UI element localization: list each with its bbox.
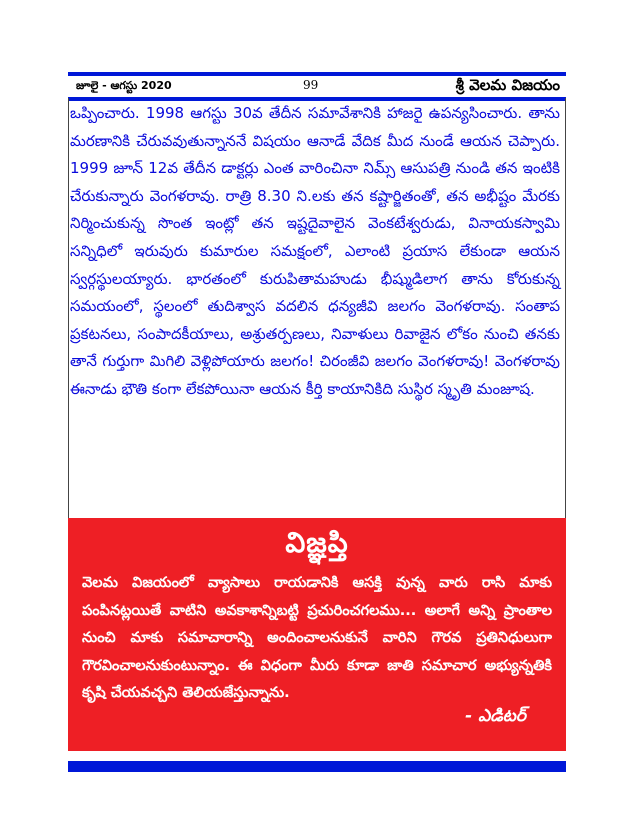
- bottom-gap: [68, 751, 566, 761]
- notice-box: [68, 518, 566, 751]
- page-number: 99: [303, 78, 319, 92]
- issue-date: జూలై - ఆగస్టు 2020: [76, 79, 172, 92]
- notice-title: విజ్ఞప్తి: [285, 526, 349, 559]
- page-header: [68, 76, 566, 98]
- bottom-rule: [68, 761, 566, 772]
- notice-body: వెలమ విజయంలో వ్యాసాలు రాయడానికి ఆసక్తి వున్న వారు రాసి మాకు పంపినట్లయితే వాటిని అవకాశాన్నిబట్టి ప్రచురించగలము... అలాగే అన్ని ప్రాంతాల నుంచి మాకు సమాచారాన్ని అందించాలనుకునే వారిని గౌరవ ప్రతినిధులుగా గౌరవించాలనుకుంటున్నాం. ఈ విధంగా మీరు కూడా జాతి సమాచార అభ్యున్నతికి కృషి చేయవచ్చని తెలియజేస్తున్నాను.: [82, 575, 552, 701]
- editor-signature: - ఎడిటర్: [465, 706, 526, 726]
- magazine-title: శ్రీ వెలమ విజయం: [455, 76, 560, 94]
- article-text: ఒప్పించారు. 1998 ఆగస్టు 30వ తేదీన సమావేశానికి హాజరై ఉపన్యసించారు. తాను మరణానికి చేరువవుతున్నాననే విషయం ఆనాడే వేదిక మీద నుండే ఆయన చెప్పారు. 1999 జూన్ 12వ తేదీన డాక్టర్లు ఎంత వారించినా నిమ్స్ ఆసుపత్రి నుండి తన ఇంటికి చేరుకున్నారు వెంగళరావు. రాత్రి 8.30 ని.లకు తన కష్టార్జితంతో, తన అభీష్టం మేరకు నిర్మించుకున్న సొంత ఇంట్లో తన ఇష్టదైవాలైన వెంకటేశ్వరుడు, వినాయకస్వామి సన్నిధిలో ఇరువురు కుమారుల సమక్షంలో, ఎలాంటి ప్రయాస లేకుండా ఆయన స్వర్గస్థులయ్యారు. భారతంలో కురుపితామహుడు భీష్ముడిలాగ తాను కోరుకున్న సమయంలో, స్థలంలో తుదిశ్వాస వదలిన ధన్యజీవి జలగం వెంగళరావు. సంతాప ప్రకటనలు, సంపాదకీయాలు, అశ్రుతర్పణలు, నివాళులు రివాజైన లోకం నుంచి తనకు తానే గుర్తుగా మిగిలి వెళ్లిపోయారు జలగం! చిరంజీవి జలగం వెంగళరావు! వెంగళరావు ఈనాడు భౌతి కంగా లేకపోయినా ఆయన కీర్తి కాయానికిది సుస్థిర స్మృతి మంజూష.: [70, 104, 560, 398]
